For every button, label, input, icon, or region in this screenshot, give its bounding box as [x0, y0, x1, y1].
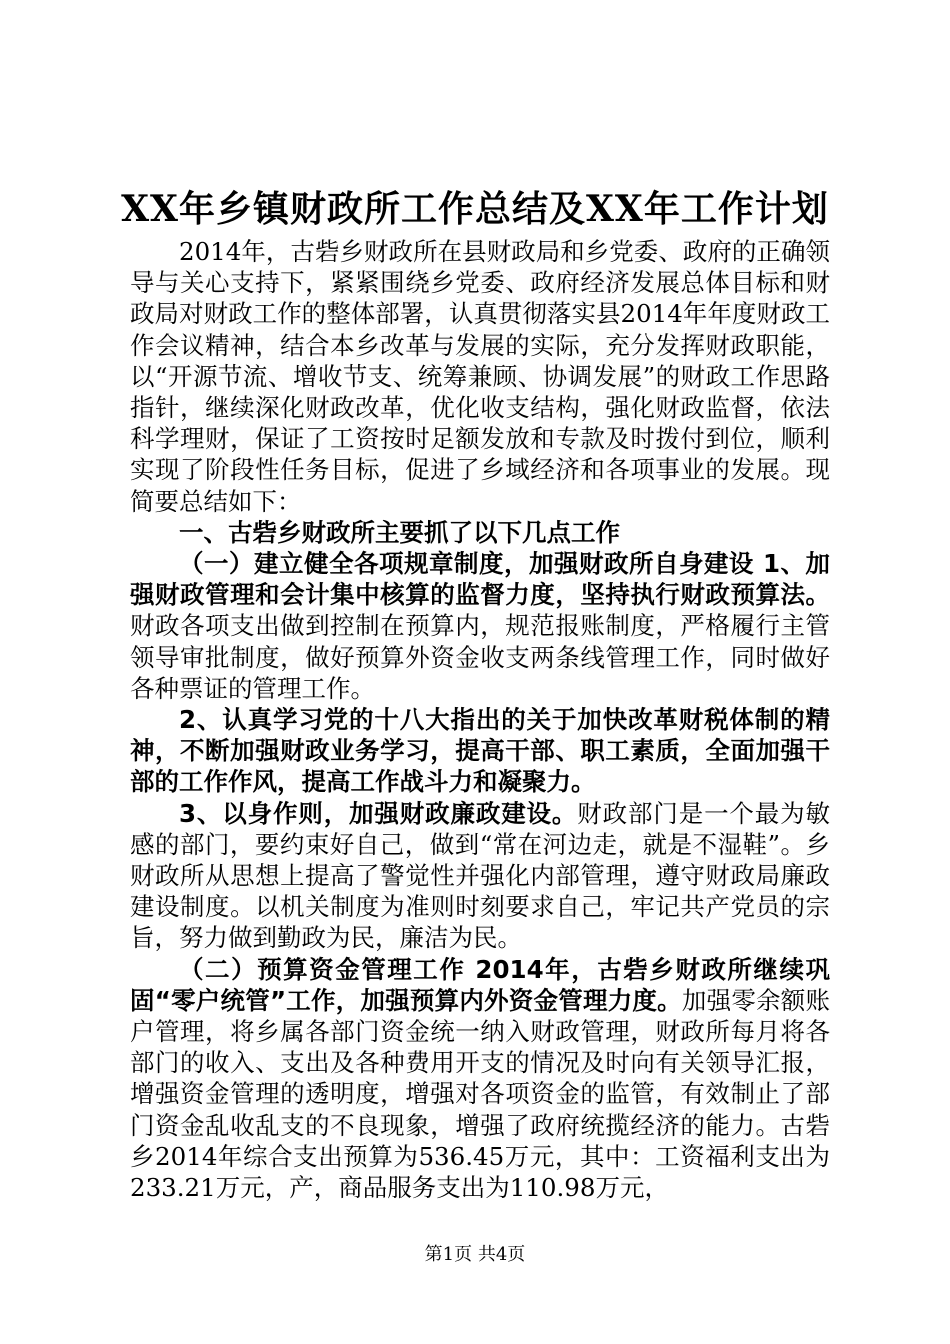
- paragraph-text: 加强零余额账户管理，将乡属各部门资金统一纳入财政管理，财政所每月将各部门的收入、支出及各种费用开支的情况及时向有关领导汇报，增强资金管理的透明度，增强对各项资金的监管，有效制止了部门资金乱收乱支的不良现象，增强了政府统揽经济的能力。古砦乡2014年综合支出预算为536.45万元，其中：工资福利支出为233.21万元，产，商品服务支出为110.98万元，: [130, 985, 830, 1203]
- section-heading-1: [130, 517, 830, 548]
- page-footer: 第1页 共4页: [424, 1244, 526, 1265]
- paragraph-integrity: [130, 798, 830, 954]
- document-title: XX年乡镇财政所工作总结及XX年工作计划: [121, 188, 829, 230]
- paragraph-text: 2014年，古砦乡财政所在县财政局和乡党委、政府的正确领导与关心支持下，紧紧围绕乡党委、政府经济发展总体目标和财政局对财政工作的整体部署，认真贯彻落实县2014年年度财政工作会议精神，结合本乡改革与发展的实际，充分发挥财政职能，以“开源节流、增收节支、统筹兼顾、协调发展”的财政工作思路指针，继续深化财政改革，优化收支结构，强化财政监督，依法科学理财，保证了工资按时足额发放和专款及时拨付到位，顺利实现了阶段性任务目标，促进了乡域经济和各项事业的发展。现简要总结如下：: [130, 237, 830, 516]
- paragraph-intro: [130, 236, 830, 517]
- document-body: [130, 236, 830, 1203]
- paragraph-lead: （二）预算资金管理工作 2014年，古砦乡财政所继续巩固“零户统管”工作，加强预算内外资金管理力度。: [130, 954, 830, 1015]
- paragraph-lead: 一、古砦乡财政所主要抓了以下几点工作: [179, 517, 620, 547]
- paragraph-lead: （一）建立健全各项规章制度，加强财政所自身建设 1、加强财政管理和会计集中核算的监督力度，坚持执行财政预算法。: [130, 549, 830, 610]
- paragraph-lead: 3、以身作则，加强财政廉政建设。: [179, 798, 578, 828]
- paragraph-lead: 2、认真学习党的十八大指出的关于加快改革财税体制的精神，不断加强财政业务学习，提高干部、职工素质，全面加强干部的工作作风，提高工作战斗力和凝聚力。: [130, 705, 830, 797]
- paragraph-text: 财政部门是一个最为敏感的部门，要约束好自己，做到“常在河边走，就是不湿鞋”。乡财政所从思想上提高了警觉性并强化内部管理，遵守财政局廉政建设制度。以机关制度为准则时刻要求自己，牢记共产党员的宗旨，努力做到勤政为民，廉洁为民。: [130, 798, 831, 953]
- paragraph-text: 财政各项支出做到控制在预算内，规范报账制度，严格履行主管领导审批制度，做好预算外资金收支两条线管理工作，同时做好各种票证的管理工作。: [130, 611, 830, 703]
- paragraph-budget: [130, 954, 830, 1204]
- paragraph-regulations: [130, 548, 830, 704]
- paragraph-study: [130, 704, 830, 798]
